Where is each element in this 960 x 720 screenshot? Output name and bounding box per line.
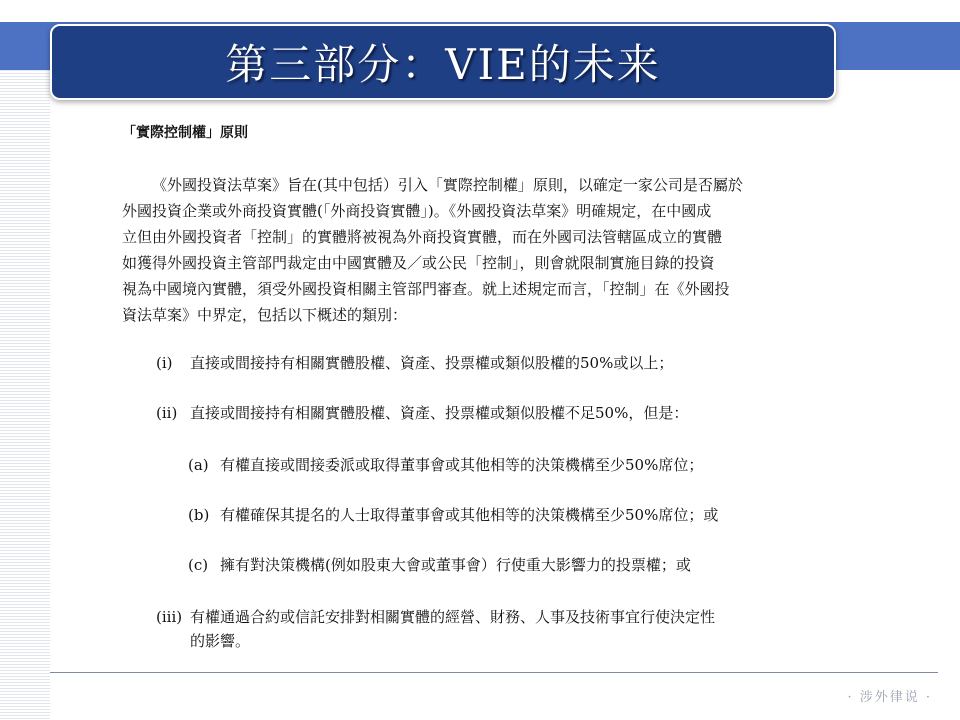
item-text: 有權通過合約或信託安排對相關實體的經營、財務、人事及技術事宜行使決定性 xyxy=(190,608,716,626)
item-label: (i) xyxy=(156,354,173,372)
item-label: (iii) xyxy=(156,608,183,626)
paragraph-line: 外國投資企業或外商投資實體(「外商投資實體」)。《外國投資法草案》明確規定，在中國成 xyxy=(122,202,712,220)
item-text-continuation: 的影響。 xyxy=(190,632,251,650)
list-subitem xyxy=(188,454,703,475)
item-label: (ii) xyxy=(156,404,178,422)
item-label: (c) xyxy=(188,556,209,574)
paragraph-line: 視為中國境內實體，須受外國投資相關主管部門審查。就上述規定而言，「控制」在《外國投 xyxy=(122,280,730,298)
list-subitem xyxy=(188,554,691,575)
list-item xyxy=(156,402,688,423)
slide-title: 第三部分：VIE的未来 xyxy=(225,40,661,89)
footer-divider xyxy=(50,672,938,673)
footer-brand: · 涉外律说 · xyxy=(847,690,932,705)
paragraph-line: 《外國投資法草案》旨在(其中包括）引入「實際控制權」原則，以確定一家公司是否屬於 xyxy=(152,176,743,194)
paragraph-line: 資法草案》中界定，包括以下概述的類別： xyxy=(122,306,408,324)
item-label: (a) xyxy=(188,456,209,474)
list-subitem xyxy=(188,504,718,525)
paragraph-line: 立但由外國投資者「控制」的實體將被視為外商投資實體，而在外國司法管轄區成立的實體 xyxy=(122,228,723,246)
list-item xyxy=(156,606,715,627)
list-item xyxy=(156,352,673,373)
item-text: 直接或間接持有相關實體股權、資產、投票權或類似股權不足50%，但是： xyxy=(190,404,689,422)
item-text: 擁有對決策機構(例如股東大會或董事會）行使重大影響力的投票權；或 xyxy=(220,556,691,574)
item-text: 有權確保其提名的人士取得董事會或其他相等的決策機構至少50%席位；或 xyxy=(220,506,719,524)
paragraph-line: 如獲得外國投資主管部門裁定由中國實體及／或公民「控制」，則會就限制實施目錄的投資 xyxy=(122,254,715,272)
item-text: 直接或間接持有相關實體股權、資產、投票權或類似股權的50%或以上； xyxy=(190,354,674,372)
section-heading: 「實際控制權」原則 xyxy=(122,125,248,141)
body-paragraph xyxy=(122,172,742,328)
item-label: (b) xyxy=(188,506,210,524)
item-text: 有權直接或間接委派或取得董事會或其他相等的決策機構至少50%席位； xyxy=(220,456,704,474)
